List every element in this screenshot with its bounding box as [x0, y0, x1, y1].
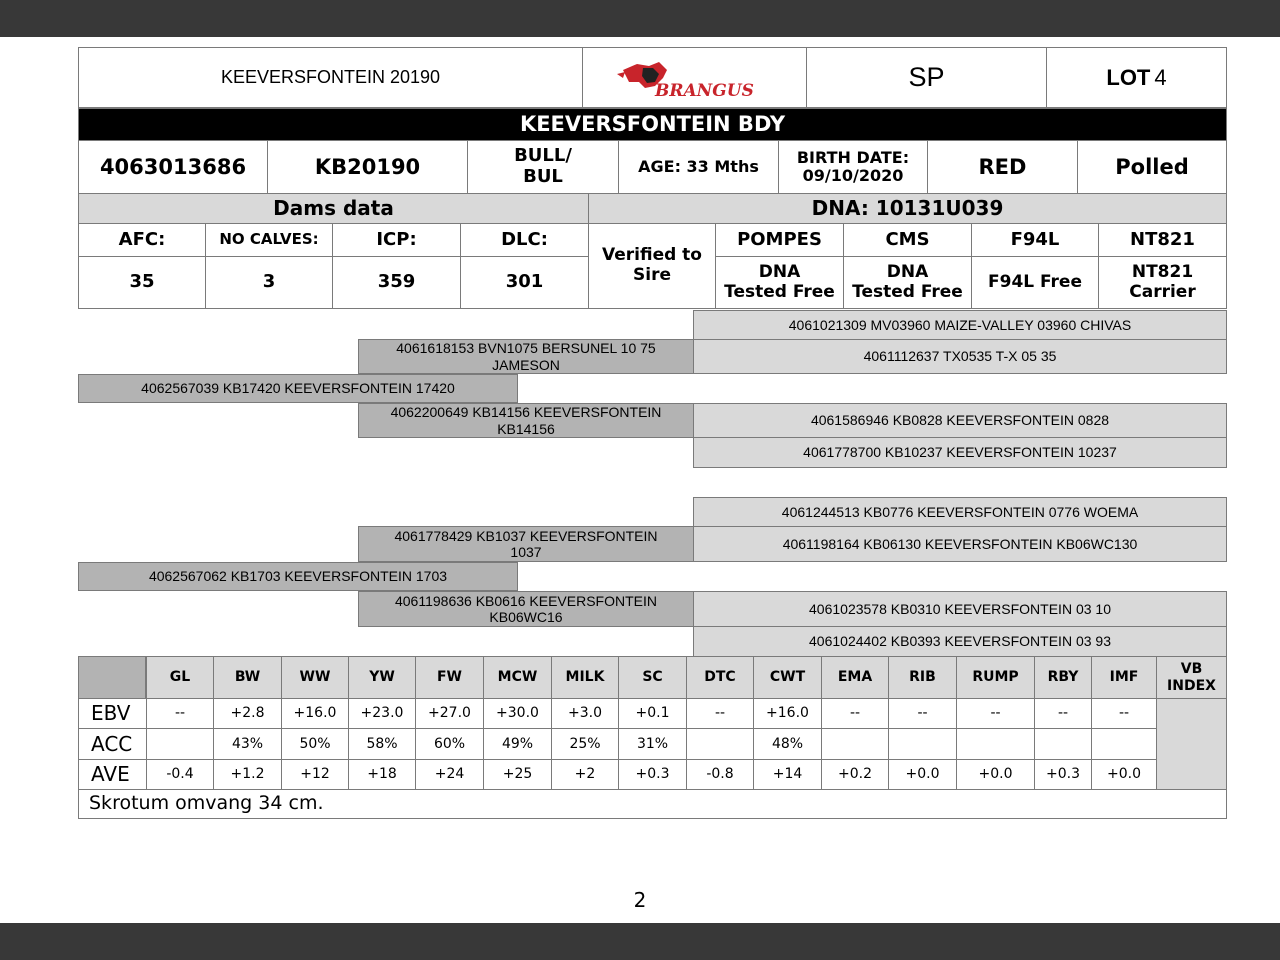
ebv-cell-ave-cwt: +14 [753, 759, 822, 790]
ebv-cell-acc-gl [146, 728, 214, 760]
sex-line2: BUL [523, 166, 563, 187]
dams-value-icp: 359 [332, 256, 461, 309]
birth-date-label: BIRTH DATE: [796, 147, 910, 167]
vb-index-line1: VB [1180, 661, 1203, 678]
colour-cell: RED [927, 140, 1078, 194]
dams-header-no-calves: NO CALVES: [205, 223, 333, 257]
ebv-cell-acc-yw: 58% [348, 728, 416, 760]
birth-date-value: 09/10/2020 [802, 166, 904, 185]
pedigree-sire-sire-sire: 4061021309 MV03960 MAIZE-VALLEY 03960 CHIVAS [693, 310, 1227, 340]
dams-header-dlc: DLC: [460, 223, 589, 257]
ebv-cell-acc-rby [1034, 728, 1092, 760]
ebv-cell-ave-bw: +1.2 [213, 759, 282, 790]
dna-result-line1: DNA [758, 261, 801, 282]
ebv-header-milk: MILK [551, 656, 619, 699]
bottom-frame-bar [0, 923, 1280, 960]
ebv-cell-ave-gl: -0.4 [146, 759, 214, 790]
ebv-cell-ebv-rump: -- [956, 698, 1035, 729]
sex-line1: BULL/ [514, 145, 572, 167]
dna-result-line2: Carrier [1129, 281, 1196, 302]
ebv-cell-acc-ww: 50% [281, 728, 349, 760]
ebv-header-gl: GL [146, 656, 214, 699]
ebv-cell-ebv-gl: -- [146, 698, 214, 729]
dna-result-f94l: F94L Free [971, 256, 1099, 309]
ebv-cell-ave-mcw: +25 [483, 759, 552, 790]
ebv-row-label-ebv: EBV [78, 698, 147, 729]
ebv-cell-acc-fw: 60% [415, 728, 484, 760]
ebv-cell-ebv-milk: +3.0 [551, 698, 619, 729]
ebv-header-rump: RUMP [956, 656, 1035, 699]
ebv-cell-acc-ema [821, 728, 889, 760]
ebv-corner [78, 656, 146, 699]
ebv-cell-acc-rump [956, 728, 1035, 760]
dna-result-cms [843, 256, 972, 309]
ebv-header-fw: FW [415, 656, 484, 699]
pedigree-dam-sire-dam: 4061198164 KB06130 KEEVERSFONTEIN KB06WC130 [693, 526, 1227, 562]
horn-status-cell: Polled [1077, 140, 1227, 194]
pedigree-sire: 4062567039 KB17420 KEEVERSFONTEIN 17420 [78, 374, 518, 403]
ebv-cell-ave-milk: +2 [551, 759, 619, 790]
ebv-cell-ebv-dtc: -- [686, 698, 754, 729]
dams-header-icp: ICP: [332, 223, 461, 257]
category-cell: SP [806, 47, 1047, 108]
pedigree-sire-dam-sire: 4061586946 KB0828 KEEVERSFONTEIN 0828 [693, 403, 1227, 438]
ebv-cell-ave-yw: +18 [348, 759, 416, 790]
ebv-header-cwt: CWT [753, 656, 822, 699]
ebv-header-dtc: DTC [686, 656, 754, 699]
ebv-cell-acc-cwt: 48% [753, 728, 822, 760]
verified-line2: Sire [633, 265, 671, 285]
dna-result-nt821 [1098, 256, 1227, 309]
ebv-header-yw: YW [348, 656, 416, 699]
ebv-cell-ebv-ww: +16.0 [281, 698, 349, 729]
ebv-cell-ebv-cwt: +16.0 [753, 698, 822, 729]
ebv-cell-ave-sc: +0.3 [618, 759, 687, 790]
ebv-cell-ave-dtc: -0.8 [686, 759, 754, 790]
pedigree-dam-dam-dam: 4061024402 KB0393 KEEVERSFONTEIN 03 93 [693, 626, 1227, 657]
vb-index-value [1156, 698, 1227, 790]
page-number: 2 [633, 888, 647, 912]
ebv-cell-acc-imf [1091, 728, 1157, 760]
vb-index-line2: INDEX [1167, 677, 1216, 694]
vb-index-header [1156, 656, 1227, 699]
ebv-header-ema: EMA [821, 656, 889, 699]
pedigree-sire-dam-dam: 4061778700 KB10237 KEEVERSFONTEIN 10237 [693, 437, 1227, 468]
verified-to-sire [588, 223, 716, 309]
dna-result-line2: Tested Free [852, 281, 963, 302]
dams-value-dlc: 301 [460, 256, 589, 309]
ebv-cell-ave-ww: +12 [281, 759, 349, 790]
herd-id: KB20190 [267, 140, 468, 194]
dna-result-line1: NT821 [1131, 261, 1194, 282]
ebv-cell-acc-milk: 25% [551, 728, 619, 760]
ebv-cell-ebv-ema: -- [821, 698, 889, 729]
pedigree-dam-sire-sire: 4061244513 KB0776 KEEVERSFONTEIN 0776 WOEMA [693, 497, 1227, 527]
dna-result-line1: DNA [886, 261, 929, 282]
pedigree-dam-sire: 4061778429 KB1037 KEEVERSFONTEIN 1037 [358, 526, 694, 562]
lot-cell [1046, 47, 1227, 108]
pedigree-sire-dam: 4062200649 KB14156 KEEVERSFONTEIN KB14156 [358, 403, 694, 438]
ebv-cell-ebv-fw: +27.0 [415, 698, 484, 729]
ebv-header-rby: RBY [1034, 656, 1092, 699]
dams-value-no-calves: 3 [205, 256, 333, 309]
ebv-cell-ebv-rby: -- [1034, 698, 1092, 729]
dna-title: DNA: 10131U039 [588, 193, 1227, 224]
ebv-header-bw: BW [213, 656, 282, 699]
ebv-cell-ebv-imf: -- [1091, 698, 1157, 729]
name-banner: KEEVERSFONTEIN BDY [78, 108, 1227, 141]
ebv-cell-acc-bw: 43% [213, 728, 282, 760]
ebv-cell-ebv-rib: -- [888, 698, 957, 729]
ebv-header-imf: IMF [1091, 656, 1157, 699]
dams-data-title: Dams data [78, 193, 589, 224]
ebv-cell-acc-rib [888, 728, 957, 760]
dna-test-name-cms: CMS [843, 223, 972, 257]
pedigree-dam: 4062567062 KB1703 KEEVERSFONTEIN 1703 [78, 562, 518, 591]
dna-result-line2: Tested Free [724, 281, 835, 302]
sex-cell [467, 140, 619, 194]
dams-header-afc: AFC: [78, 223, 206, 257]
logo-wordmark: BRANGUS [655, 81, 754, 101]
pedigree-dam-dam-sire: 4061023578 KB0310 KEEVERSFONTEIN 03 10 [693, 591, 1227, 627]
ebv-cell-acc-mcw: 49% [483, 728, 552, 760]
reg-number: 4063013686 [78, 140, 268, 194]
ebv-header-mcw: MCW [483, 656, 552, 699]
ebv-cell-ave-ema: +0.2 [821, 759, 889, 790]
ebv-cell-ebv-mcw: +30.0 [483, 698, 552, 729]
ebv-row-label-acc: ACC [78, 728, 147, 760]
birth-date-cell [778, 140, 928, 194]
pedigree-sire-sire-dam: 4061112637 TX0535 T-X 05 35 [693, 339, 1227, 374]
ebv-cell-ave-rump: +0.0 [956, 759, 1035, 790]
pedigree-dam-dam: 4061198636 KB0616 KEEVERSFONTEIN KB06WC16 [358, 591, 694, 627]
ebv-row-label-ave: AVE [78, 759, 147, 790]
ebv-header-sc: SC [618, 656, 687, 699]
dna-test-name-nt821: NT821 [1098, 223, 1227, 257]
dna-test-name-pompes: POMPES [715, 223, 844, 257]
dna-test-name-f94l: F94L [971, 223, 1099, 257]
lot-number: 4 [1154, 64, 1167, 90]
ebv-header-ww: WW [281, 656, 349, 699]
ebv-cell-ave-rib: +0.0 [888, 759, 957, 790]
animal-title: KEEVERSFONTEIN 20190 [78, 47, 583, 108]
top-frame-bar [0, 0, 1280, 37]
ebv-cell-ebv-yw: +23.0 [348, 698, 416, 729]
pedigree-sire-sire: 4061618153 BVN1075 BERSUNEL 10 75 JAMESON [358, 339, 694, 374]
ebv-cell-ave-imf: +0.0 [1091, 759, 1157, 790]
ebv-cell-ebv-sc: +0.1 [618, 698, 687, 729]
dna-result-pompes [715, 256, 844, 309]
age-cell: AGE: 33 Mths [618, 140, 779, 194]
ebv-cell-ave-fw: +24 [415, 759, 484, 790]
verified-line1: Verified to [602, 245, 702, 266]
ebv-cell-acc-dtc [686, 728, 754, 760]
lot-label: LOT [1106, 64, 1151, 90]
ebv-cell-acc-sc: 31% [618, 728, 687, 760]
remarks-note: Skrotum omvang 34 cm. [78, 789, 1227, 819]
dams-value-afc: 35 [78, 256, 206, 309]
ebv-cell-ave-rby: +0.3 [1034, 759, 1092, 790]
brangus-logo [615, 56, 775, 102]
ebv-cell-ebv-bw: +2.8 [213, 698, 282, 729]
ebv-header-rib: RIB [888, 656, 957, 699]
